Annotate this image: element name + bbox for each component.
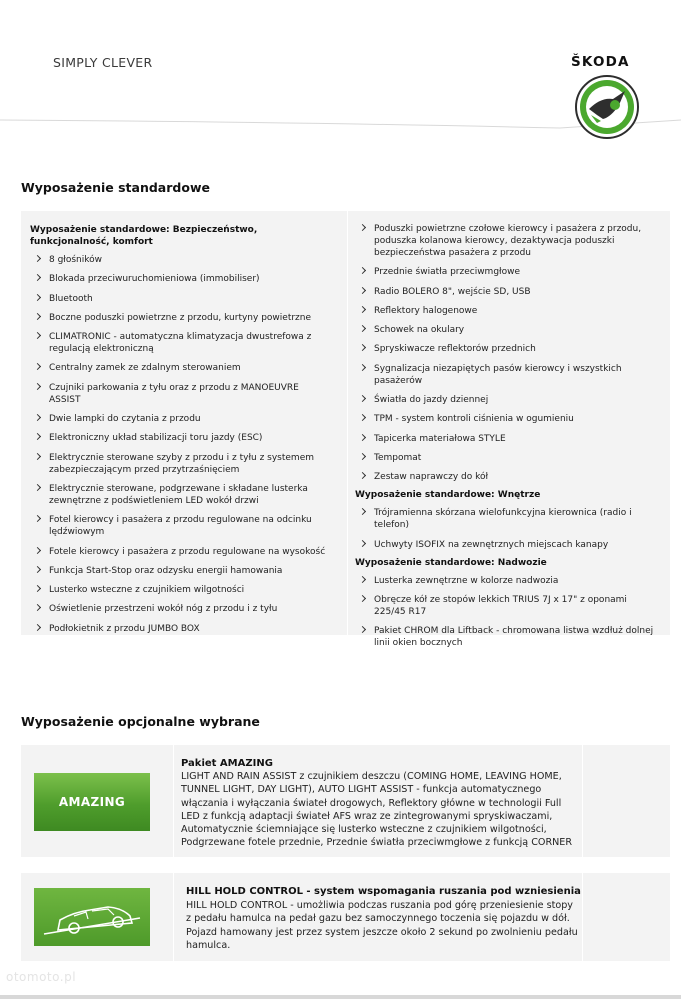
list-item: Przednie światła przeciwmgłowe (355, 266, 660, 278)
list-item: Funkcja Start-Stop oraz odzysku energii hamowania (30, 565, 330, 577)
list-item: Schowek na okulary (355, 324, 660, 336)
list-item: Fotel kierowcy i pasażera z przodu regulowane na odcinku lędźwiowym (30, 514, 330, 538)
list-item: Dwie lampki do czytania z przodu (30, 413, 330, 425)
right-list-a (355, 223, 660, 649)
list-item: Radio BOLERO 8", wejście SD, USB (355, 286, 660, 298)
list-item: TPM - system kontroli ciśnienia w ogumieniu (355, 413, 660, 425)
option-description: LIGHT AND RAIN ASSIST z czujnikiem deszczu (COMING HOME, LEAVING HOME, TUNNEL LIGHT, DAY LIGHT), AUTO LIGHT ASSIST - funkcja automatycznego włączania i wyłączania świateł drogowych, Reflektory główne w technologii Full LED z funkcją adaptacji świateł AFS wraz ze zintegrowanymi spryskiwaczami, Automatycznie ściemniające się lusterko wsteczne z czujnikiem wilgotności, Podgrzewane fotele przednie, Przednie światła przeciwmgłowe z funkcją CORNER (181, 771, 573, 849)
list-item: Obręcze kół ze stopów lekkich TRIUS 7J x 17" z oponami 225/45 R17 (355, 594, 660, 618)
group-title-interior: Wyposażenie standardowe: Wnętrze (355, 490, 541, 501)
page-header (0, 0, 681, 160)
list-item: Fotele kierowcy i pasażera z przodu regulowane na wysokość (30, 546, 330, 558)
standard-left-column (21, 211, 346, 635)
card-divider (582, 873, 583, 961)
list-item: CLIMATRONIC - automatyczna klimatyzacja dwustrefowa z regulacją elektroniczną (30, 331, 330, 355)
list-item: Tempomat (355, 452, 660, 464)
list-item: Reflektory halogenowe (355, 305, 660, 317)
card-divider (173, 745, 174, 857)
option-title: Pakiet AMAZING (181, 758, 273, 769)
list-item: Czujniki parkowania z tyłu oraz z przodu z MANOEUVRE ASSIST (30, 382, 330, 406)
list-item: Uchwyty ISOFIX na zewnętrznych miejscach kanapy (355, 539, 660, 551)
list-item: Elektrycznie sterowane, podgrzewane i składane lusterka zewnętrzne z podświetleniem LED wokół drzwi (30, 483, 330, 507)
option-card-hill-hold (21, 873, 670, 961)
card-divider (582, 745, 583, 857)
option-card-amazing (21, 745, 670, 857)
list-item: Elektrycznie sterowane szyby z przodu i z tyłu z systemem zabezpieczającym przed przytrzaśnięciem (30, 452, 330, 476)
option-title: HILL HOLD CONTROL - system wspomagania ruszania pod wzniesienia (186, 886, 581, 897)
list-item: Bluetooth (30, 293, 330, 305)
slogan: SIMPLY CLEVER (53, 55, 153, 70)
amazing-thumbnail (34, 773, 150, 831)
footer-line (0, 995, 681, 999)
list-item: Podłokietnik z przodu JUMBO BOX (30, 623, 330, 635)
group-title-body: Wyposażenie standardowe: Nadwozie (355, 557, 547, 568)
list-item: Spryskiwacze reflektorów przednich (355, 343, 660, 355)
car-slope-icon (34, 888, 150, 946)
list-item: Oświetlenie przestrzeni wokół nóg z przodu i z tyłu (30, 603, 330, 615)
list-item: Sygnalizacja niezapiętych pasów kierowcy i wszystkich pasażerów (355, 363, 660, 387)
standard-equipment-box (21, 211, 670, 649)
amazing-thumbnail-label: AMAZING (58, 795, 126, 809)
list-item: Poduszki powietrzne czołowe kierowcy i pasażera z przodu, poduszka kolanowa kierowcy, dezaktywacja poduszki bezpieczeństwa pasażera z przodu (355, 223, 660, 259)
list-item: Lusterko wsteczne z czujnikiem wilgotności (30, 584, 330, 596)
list-item: Tapicerka materiałowa STYLE (355, 433, 660, 445)
list-item: Światła do jazdy dziennej (355, 394, 660, 406)
list-item: Trójramienna skórzana wielofunkcyjna kierownica (radio i telefon) (355, 507, 660, 531)
list-item: Boczne poduszki powietrzne z przodu, kurtyny powietrzne (30, 312, 330, 324)
skoda-logo-icon (575, 75, 639, 139)
option-description: HILL HOLD CONTROL - umożliwia podczas ruszania pod górę przeniesienie stopy z pedału hamulca na pedał gazu bez samoczynnego toczenia się pojazdu w dół. Pojazd hamowany jest przez system jeszcze około 2 sekund po zwolnieniu pedału hamulca. (186, 900, 578, 951)
list-item: 8 głośników (30, 254, 330, 266)
list-item: Pakiet CHROM dla Liftback - chromowana listwa wzdłuż dolnej linii okien bocznych (355, 625, 660, 649)
group-title-safety: Wyposażenie standardowe: Bezpieczeństwo, funkcjonalność, komfort (30, 225, 258, 247)
list-item: Lusterka zewnętrzne w kolorze nadwozia (355, 575, 660, 587)
optional-section-title: Wyposażenie opcjonalne wybrane (21, 714, 260, 729)
list-item: Blokada przeciwuruchomieniowa (immobiliser) (30, 273, 330, 285)
card-divider (173, 873, 174, 961)
standard-right-column (347, 211, 670, 649)
standard-section-title: Wyposażenie standardowe (21, 180, 210, 195)
list-item: Zestaw naprawczy do kół (355, 471, 660, 483)
brand-wordmark: ŠKODA (571, 54, 630, 70)
safety-list (30, 254, 330, 635)
list-item: Elektroniczny układ stabilizacji toru jazdy (ESC) (30, 432, 330, 444)
hill-hold-thumbnail (34, 888, 150, 946)
watermark: otomoto.pl (6, 970, 77, 984)
list-item: Centralny zamek ze zdalnym sterowaniem (30, 362, 330, 374)
